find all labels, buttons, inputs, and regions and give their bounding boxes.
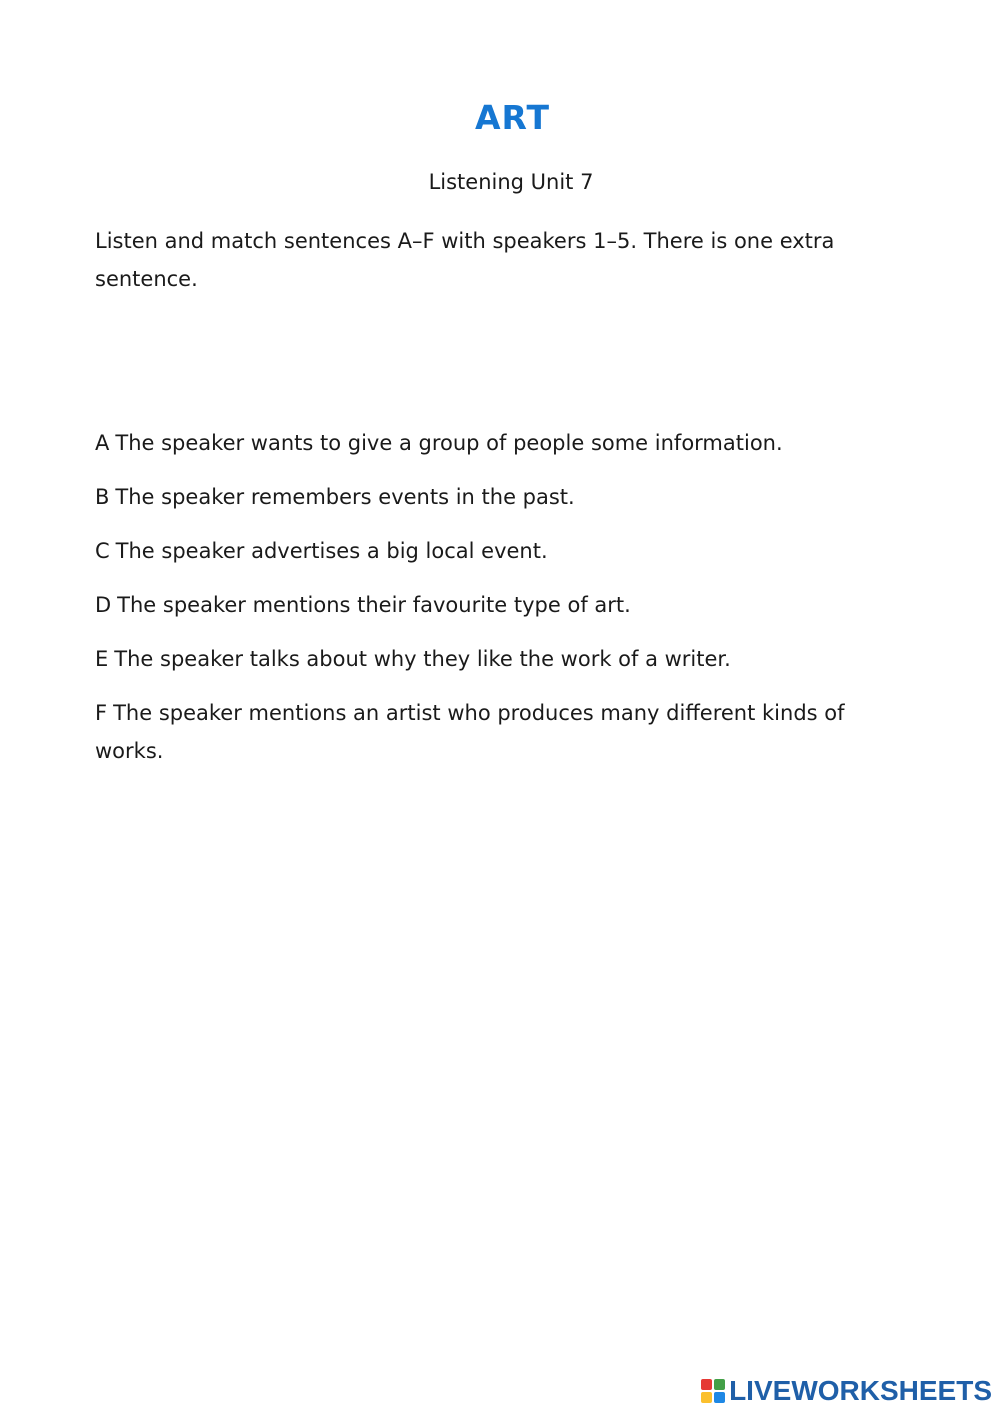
sentence-item-b xyxy=(95,478,895,516)
sentence-item-f xyxy=(95,694,895,770)
sentence-text: The speaker talks about why they like the work of a writer. xyxy=(114,647,731,671)
sentence-list xyxy=(95,424,895,786)
sentence-item-d xyxy=(95,586,895,624)
sentence-letter: F xyxy=(95,701,108,725)
logo-mark-icon xyxy=(701,1379,725,1403)
sentence-item-e xyxy=(95,640,895,678)
sentence-letter: A xyxy=(95,431,110,455)
logo-square-yellow xyxy=(701,1392,712,1403)
page-title: ART xyxy=(475,98,550,137)
liveworksheets-logo xyxy=(701,1375,992,1407)
sentence-text: The speaker mentions their favourite type of art. xyxy=(117,593,631,617)
logo-square-green xyxy=(714,1379,725,1390)
sentence-letter: B xyxy=(95,485,110,509)
sentence-text: The speaker remembers events in the past. xyxy=(115,485,575,509)
logo-square-blue xyxy=(714,1392,725,1403)
sentence-letter: D xyxy=(95,593,112,617)
logo-text: LIVEWORKSHEETS xyxy=(729,1375,992,1406)
sentence-item-a xyxy=(95,424,895,462)
sentence-letter: E xyxy=(95,647,109,671)
sentence-letter: C xyxy=(95,539,110,563)
sentence-item-c xyxy=(95,532,895,570)
sentence-text: The speaker advertises a big local event. xyxy=(115,539,548,563)
sentence-text: The speaker mentions an artist who produces many different kinds of works. xyxy=(95,701,845,763)
sentence-text: The speaker wants to give a group of people some information. xyxy=(115,431,783,455)
page-subtitle: Listening Unit 7 xyxy=(428,170,594,194)
instructions-text: Listen and match sentences A–F with speakers 1–5. There is one extra sentence. xyxy=(95,229,835,291)
logo-square-red xyxy=(701,1379,712,1390)
